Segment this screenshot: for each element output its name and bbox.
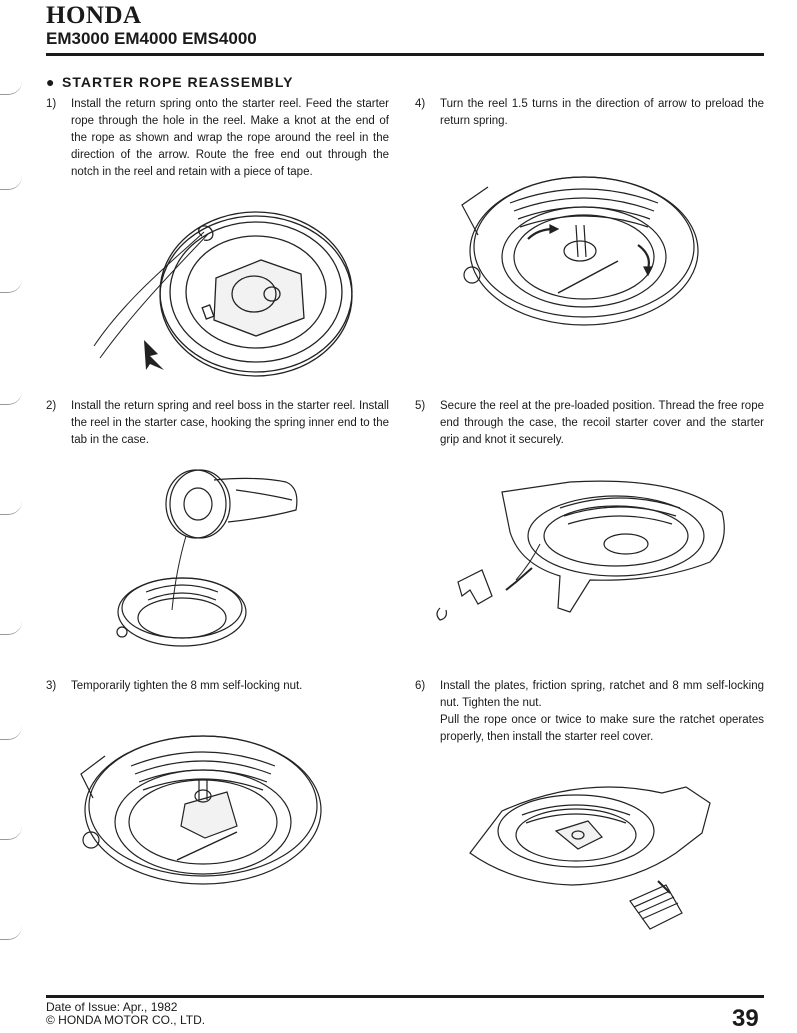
copyright: © HONDA MOTOR CO., LTD. xyxy=(46,1013,206,1027)
self-locking-nut-tightened-illustration xyxy=(77,730,325,890)
step-text: Turn the reel 1.5 turns in the direction of arrow to preload the return spring. xyxy=(440,98,764,127)
rope-threaded-through-grip-illustration xyxy=(420,472,732,637)
margin-mark xyxy=(0,175,22,190)
margin-mark xyxy=(0,620,22,635)
step-number: 5) xyxy=(415,400,426,412)
step-number: 3) xyxy=(46,680,57,692)
step-number: 6) xyxy=(415,680,426,692)
header-rule xyxy=(46,53,764,56)
margin-mark xyxy=(0,500,22,515)
step-text: Pull the rope once or twice to make sure the ratchet operates properly, then install the starter reel cover. xyxy=(440,714,764,743)
model-names: EM3000 EM4000 EMS4000 xyxy=(46,29,257,48)
step-text: Secure the reel at the pre-loaded position. Thread the free rope end through the case, the recoil starter cover and the starter grip and knot it securely. xyxy=(440,400,764,446)
brand-logo-text: HONDA xyxy=(46,2,142,29)
installing-reel-into-case-illustration xyxy=(116,460,306,665)
step-number: 4) xyxy=(415,98,426,110)
step-number: 2) xyxy=(46,400,57,412)
step-5 xyxy=(415,398,764,449)
step-text: Install the return spring onto the starter reel. Feed the starter rope through the hole in the reel. Make a knot at the end of the rope as shown and wrap the rope around the reel in the direction of the arrow. Route the free end out through the notch in the reel and retain with a piece of tape. xyxy=(71,98,389,178)
step-3 xyxy=(46,678,389,695)
preload-reel-arrows-illustration xyxy=(458,165,704,333)
step-number: 1) xyxy=(46,98,57,110)
date-of-issue: Date of Issue: Apr., 1982 xyxy=(46,1000,178,1014)
step-1 xyxy=(46,96,389,181)
step-text: Temporarily tighten the 8 mm self-locking nut. xyxy=(71,680,303,692)
page-number: 39 xyxy=(732,1005,759,1032)
margin-mark xyxy=(0,278,22,293)
step-text: Install the return spring and reel boss in the starter reel. Install the reel in the starter case, hooking the spring inner end to the tab in the case. xyxy=(71,400,389,446)
step-text: Install the plates, friction spring, ratchet and 8 mm self-locking nut. Tighten the nut. xyxy=(440,680,764,709)
margin-mark xyxy=(0,825,22,840)
step-6 xyxy=(415,678,764,746)
section-title-text: STARTER ROPE REASSEMBLY xyxy=(62,74,294,90)
margin-mark xyxy=(0,80,22,95)
footer-rule xyxy=(46,995,764,998)
margin-mark xyxy=(0,390,22,405)
ratchet-assembled-starter-illustration xyxy=(462,773,714,938)
starter-reel-with-rope-illustration xyxy=(86,208,362,380)
step-4 xyxy=(415,96,764,130)
step-2 xyxy=(46,398,389,449)
margin-mark xyxy=(0,925,22,940)
margin-mark xyxy=(0,725,22,740)
section-title xyxy=(46,73,293,91)
bullet-icon: ● xyxy=(46,74,56,90)
